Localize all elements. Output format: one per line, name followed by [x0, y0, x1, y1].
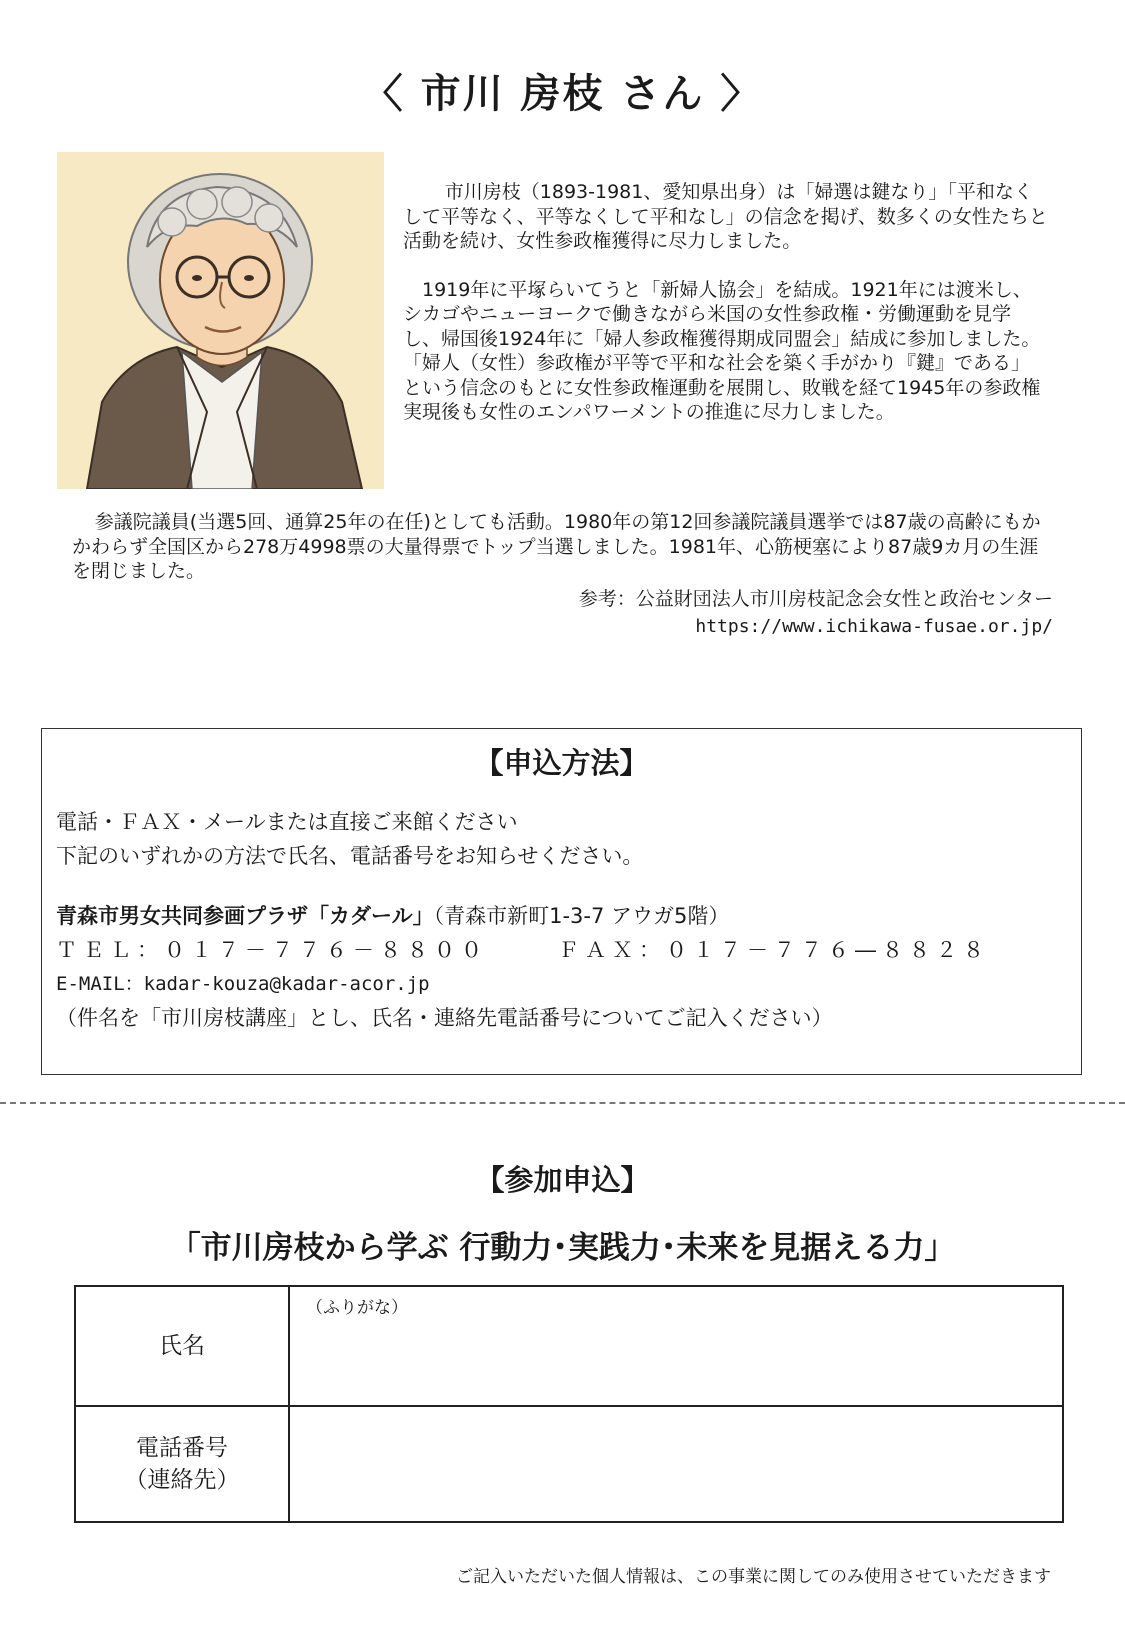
venue-name: 青森市男女共同参画プラザ「カダール」	[56, 904, 434, 928]
phone-label-line: 電話番号	[136, 1435, 228, 1461]
page-title: 〈 市川 房枝 さん 〉	[362, 71, 763, 117]
join-heading: 【参加申込】	[475, 1163, 650, 1197]
bio-paragraph: 「婦人（女性）参政権が平等で平和な社会を築く手がかり『鍵』である」という信念のもとに女性参政権運動を展開し、敗戦を経て1945年の参政権実現後も女性のエンパワーメントの推進に尽力しました。	[403, 352, 1041, 423]
phone-label	[75, 1406, 289, 1522]
portrait-drawing	[57, 152, 384, 489]
career-paragraph: 参議院議員(当選5回、通算25年の在任)としても活動。1980年の第12回参議院議員選挙では87歳の高齢にもかかわらず全国区から278万4998票の大量得票でトップ当選しました。1981年、心筋梗塞により87歳9カ月の生涯を閉じました。	[72, 511, 1041, 582]
email-note: （件名を「市川房枝講座」とし、氏名・連絡先電話番号についてご記入ください）	[56, 1006, 833, 1030]
apply-details	[56, 805, 990, 1035]
application-form	[74, 1285, 1064, 1523]
name-field[interactable]	[289, 1286, 1063, 1406]
reference-url[interactable]: https://www.ichikawa-fusae.or.jp/	[695, 616, 1053, 637]
phone-label-line: （連絡先）	[124, 1467, 240, 1493]
fax-number: ＦＡＸ：０１７－７７６―８８２８	[558, 938, 990, 962]
email-address[interactable]: E-MAIL：kadar-kouza@kadar-acor.jp	[56, 973, 430, 995]
biography-text	[403, 180, 1048, 425]
tel-number: ＴＥＬ：０１７－７７６－８８００	[56, 938, 488, 962]
career-text	[72, 510, 1057, 584]
portrait-illustration	[57, 152, 384, 489]
name-label: 氏名	[75, 1286, 289, 1406]
bio-paragraph: 市川房枝（1893-1981、愛知県出身）は「婦選は鍵なり」「平和なくして平等なく、平等なくして平和なし」の信念を掲げ、数多くの女性たちと活動を続け、女性参政権獲得に尽力しました。	[403, 181, 1048, 252]
venue-address: （青森市新町1-3-7 アウガ5階）	[433, 904, 730, 928]
apply-line: 下記のいずれかの方法で氏名、電話番号をお知らせください。	[56, 844, 644, 868]
phone-field[interactable]	[289, 1406, 1063, 1522]
reference-source: 参考：公益財団法人市川房枝記念会女性と政治センター	[578, 588, 1053, 610]
course-title: 「市川房枝から学ぶ 行動力･実践力･未来を見据える力」	[169, 1230, 956, 1266]
bio-paragraph: 1919年に平塚らいてうと「新婦人協会」を結成。1921年には渡米し、シカゴやニューヨークで働きながら米国の女性参政権・労働運動を見学し、帰国後1924年に「婦人参政権獲得期成同盟会」結成に参加しました。	[403, 278, 1041, 350]
furigana-label: （ふりがな）	[306, 1298, 408, 1318]
reference	[579, 586, 1053, 640]
privacy-footnote: ご記入いただいた個人情報は、この事業に関してのみ使用させていただきます	[456, 1567, 1051, 1587]
apply-line: 電話・ＦＡＸ・メールまたは直接ご来館ください	[56, 810, 518, 834]
apply-heading: 【申込方法】	[474, 746, 649, 780]
application-method-box	[41, 728, 1082, 1075]
cut-line	[0, 1102, 1125, 1104]
